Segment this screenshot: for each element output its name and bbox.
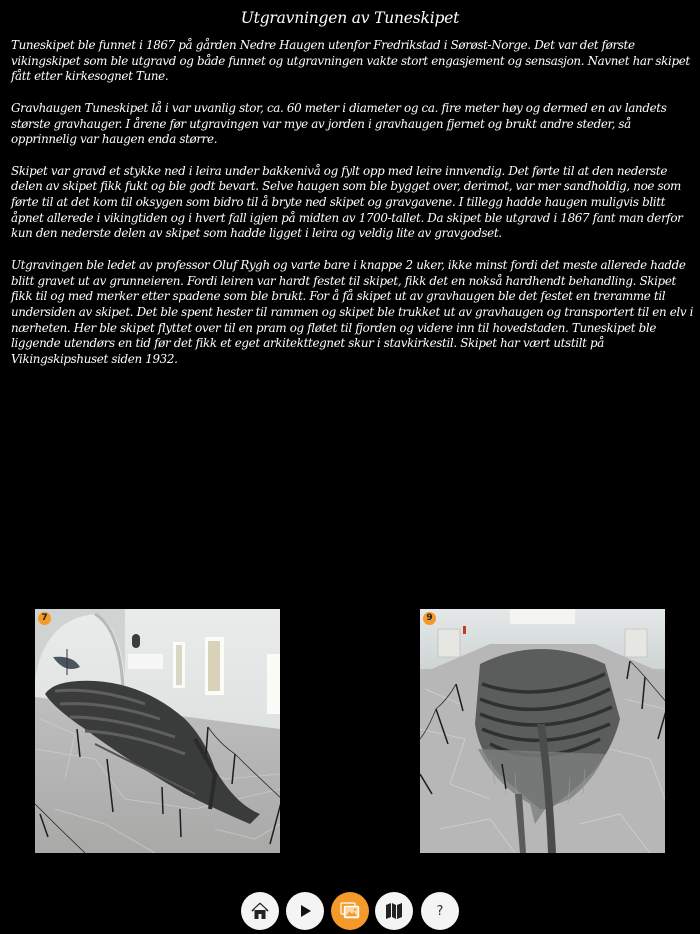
play-button[interactable] <box>286 892 324 930</box>
ship-photo-front-view <box>420 609 665 853</box>
play-icon <box>297 903 313 919</box>
image-number-badge: 9 <box>423 612 436 625</box>
gallery-image-7[interactable] <box>35 609 280 853</box>
paragraph-1: Tuneskipet ble funnet i 1867 på gården Nedre Haugen utenfor Fredrikstad i Sørøst-Norge. Det var det første vikingskipet som ble utgravd og både funnet og utgravningen vakte stort engasjement og sensasjon. Navnet har skipet fått etter kirkesognet Tune. <box>11 38 690 84</box>
help-button[interactable] <box>421 892 459 930</box>
bottom-toolbar <box>0 892 700 930</box>
ship-photo-side-view <box>35 609 280 853</box>
home-icon <box>250 901 270 921</box>
map-button[interactable] <box>375 892 413 930</box>
help-icon: ? <box>436 903 444 919</box>
gallery-button[interactable] <box>331 892 369 930</box>
image-number-badge: 7 <box>38 612 51 625</box>
gallery-image-9[interactable] <box>420 609 665 853</box>
page-title: Utgravningen av Tuneskipet <box>240 9 460 27</box>
gallery-icon <box>339 901 361 921</box>
article-body <box>11 38 695 383</box>
map-icon <box>384 901 404 921</box>
paragraph-3: Skipet var gravd et stykke ned i leira under bakkenivå og fylt opp med leire innvendig. Det førte til at den nederste delen av skipet fikk fukt og ble godt bevart. Selve haugen som ble bygget over, derimot, var mer sandholdig, noe som førte til at det kom til oksygen som bidro til å bryte ned skipet og gravgavene. I tillegg hadde haugen muligvis blitt åpnet allerede i vikingtiden og i hvert fall igjen på midten av 1700-tallet. Da skipet ble utgravd i 1867 fant man derfor kun den nederste delen av skipet som hadde ligget i leira og veldig lite av gravgodset. <box>11 163 683 241</box>
home-button[interactable] <box>241 892 279 930</box>
paragraph-2: Gravhaugen Tuneskipet lå i var uvanlig stor, ca. 60 meter i diameter og ca. fire meter høy og dermed en av landets største gravhauger. I årene før utgravingen var mye av jorden i gravhaugen fjernet og brukt andre steder, så opprinnelig var haugen enda større. <box>11 100 667 147</box>
paragraph-4: Utgravingen ble ledet av professor Oluf Rygh og varte bare i knappe 2 uker, ikke minst fordi det meste allerede hadde blitt gravet ut av grunneieren. Fordi leiren var hardt festet til skipet, fikk det en nokså hardhendt behandling. Skipet fikk til og med merker etter spadene som ble brukt. For å få skipet ut av gravhaugen ble det festet en treramme til undersiden av skipet. Det ble spent hester til rammen og skipet ble trukket ut av gravhaugen og transportert til en elv i nærheten. Her ble skipet flyttet over til en pram og fløtet til fjorden og videre inn til hovedstaden. Tuneskipet ble liggende utendørs en tid før det fikk et eget arkitekttegnet skur i stavkirkestil. Skipet har vært utstilt på Vikingskipshuset siden 1932. <box>11 257 694 367</box>
